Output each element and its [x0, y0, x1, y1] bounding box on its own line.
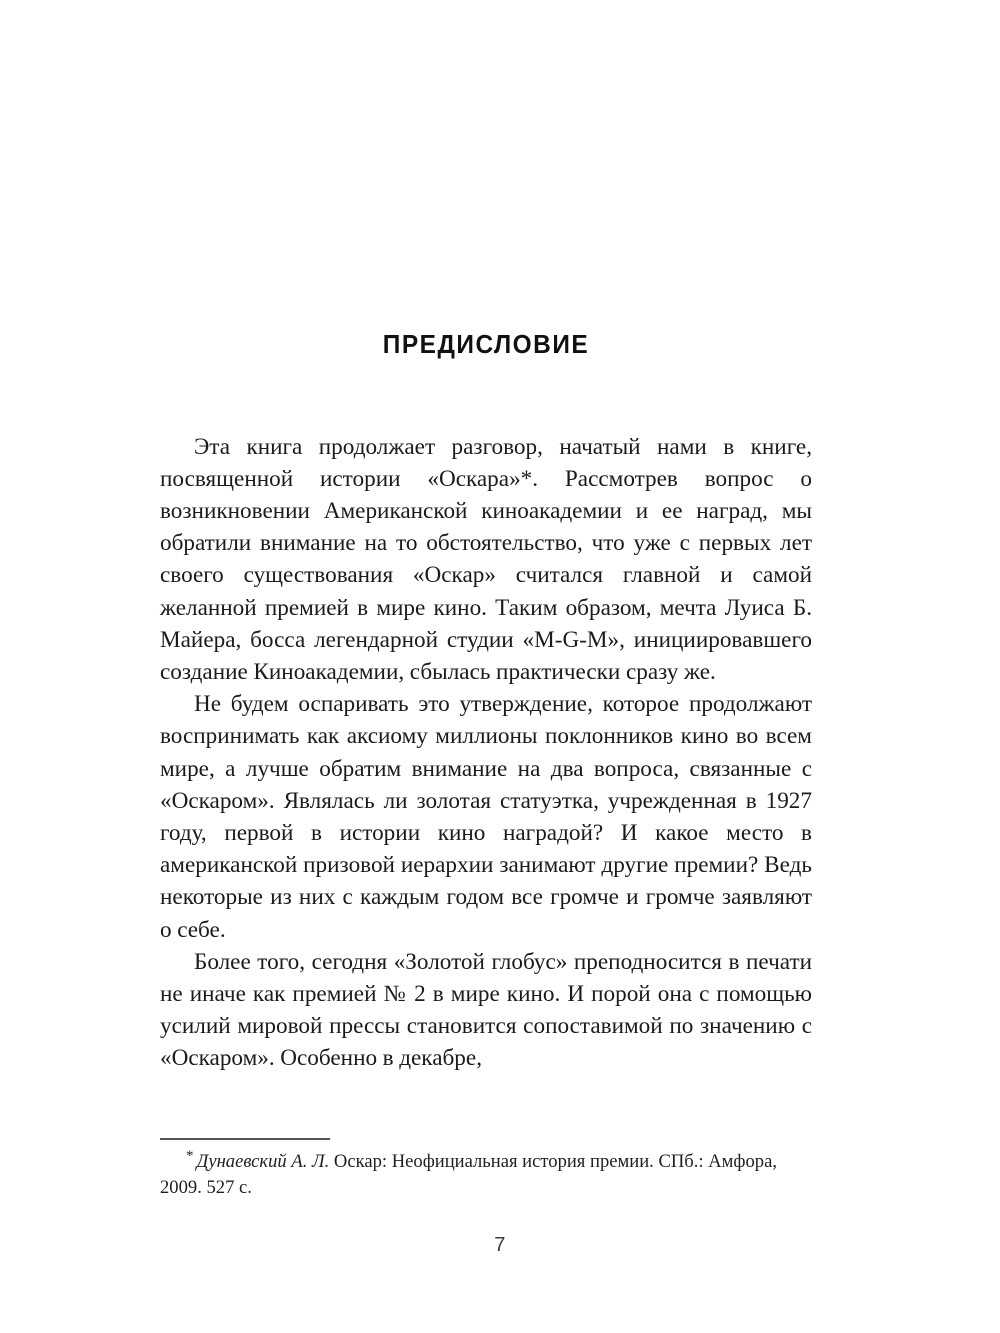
paragraph: Более того, сегодня «Золотой глобус» преподносится в печати не иначе как премией № 2 в мире кино. И порой она с помощью усилий мировой прессы становится сопоставимой по значению с «Оскаром». Особенно в декабре,: [160, 948, 812, 1072]
page-text-block: [160, 330, 812, 1075]
footnote-reference: Оскар: Неофициальная история премии. СПб.: Амфора, 2009. 527 с.: [160, 1151, 777, 1198]
body-copy: [160, 431, 812, 1075]
paragraph: Не будем оспаривать это утверждение, которое продолжают воспринимать как аксиому миллионы поклонников кино во всем мире, а лучше обратим внимание на два вопроса, связанные с «Оскаром». Являлась ли золотая статуэтка, учрежденная в 1927 году, первой в истории кино наградой? И какое место в американской призовой иерархии занимают другие премии? Ведь некоторые из них с каждым годом все громче и громче заявляют о себе.: [160, 691, 812, 943]
page-title: ПРЕДИСЛОВИЕ: [382, 329, 590, 359]
footnote-text: [160, 1149, 812, 1201]
footnote-author: Дунаевский А. Л.: [196, 1151, 330, 1172]
footnote-area: [160, 1138, 812, 1201]
footnote-separator-rule: [160, 1138, 330, 1140]
paragraph: Эта книга продолжает разговор, начатый нами в книге, посвященной истории «Оскара»*. Рассмотрев вопрос о возникновении Американской киноакадемии и ее наград, мы обратили внимание на то обстоятельство, что уже с первых лет своего существования «Оскар» считался главной и самой желанной премией в мире кино. Таким образом, мечта Луиса Б. Майера, босса легендарной студии «M-G-M», инициировавшего создание Киноакадемии, сбылась практически сразу же.: [160, 433, 812, 686]
footnote-marker: *: [186, 1147, 194, 1164]
page-number: 7: [494, 1234, 506, 1256]
